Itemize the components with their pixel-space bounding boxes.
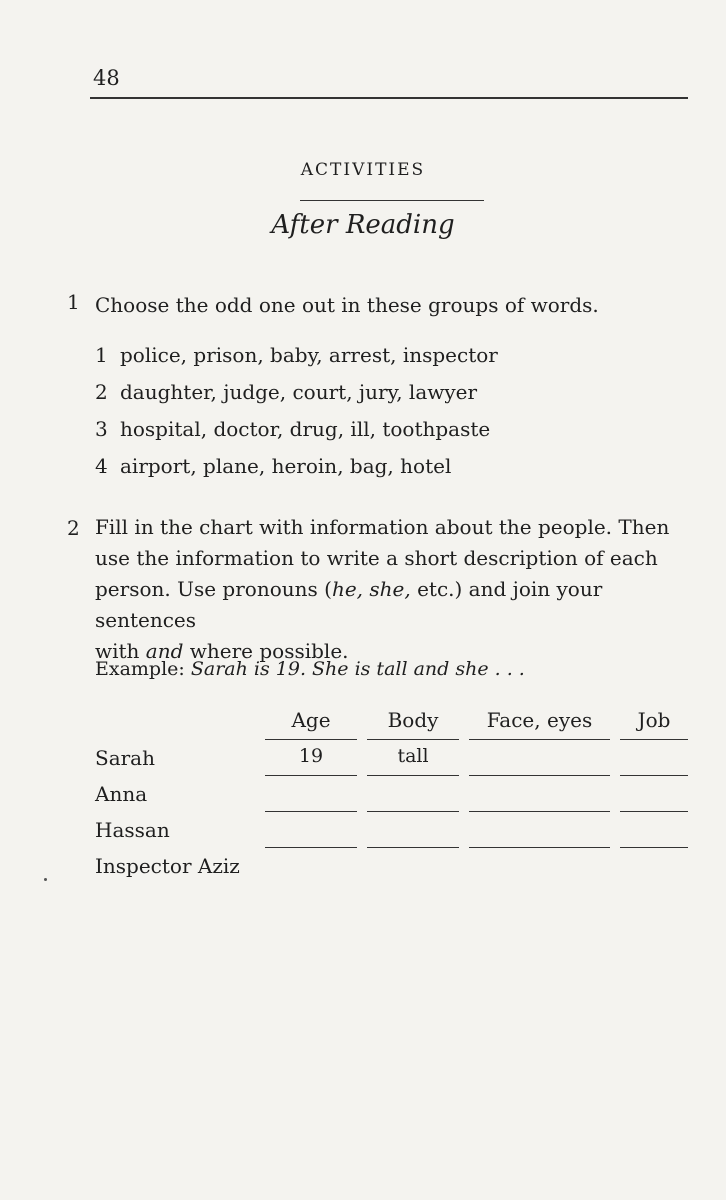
item-text: police, prison, baby, arrest, inspector	[120, 343, 498, 367]
answer-line	[265, 847, 357, 848]
header-underline	[620, 739, 688, 740]
list-item	[95, 454, 451, 478]
row-name-sarah: Sarah	[95, 746, 155, 770]
prompt-line: Fill in the chart with information about the people. Then	[95, 515, 670, 539]
answer-line	[620, 847, 688, 848]
title-divider	[300, 200, 484, 201]
row-name-anna: Anna	[95, 782, 148, 806]
answer-line	[469, 775, 610, 776]
answer-line	[469, 847, 610, 848]
question-1-prompt: Choose the odd one out in these groups of words.	[95, 293, 599, 317]
row-name-inspector-aziz: Inspector Aziz	[95, 854, 240, 878]
page-number: 48	[93, 66, 120, 90]
column-header-body: Body	[387, 708, 439, 732]
answer-line	[367, 811, 459, 812]
answer-line	[620, 775, 688, 776]
text-run: with	[95, 639, 146, 663]
answer-line	[367, 847, 459, 848]
cell-sarah-body: tall	[397, 745, 429, 767]
section-title: ACTIVITIES	[300, 160, 426, 180]
text-run: etc.) and join your sentences	[95, 577, 603, 632]
column-header-job: Job	[637, 708, 671, 732]
text-run: where possible.	[183, 639, 349, 663]
header-underline	[469, 739, 610, 740]
list-item	[95, 343, 498, 367]
header-rule	[90, 97, 688, 99]
header-underline	[265, 739, 357, 740]
column-header-age: Age	[291, 708, 331, 732]
item-number: 3	[95, 417, 108, 441]
prompt-line	[95, 574, 688, 636]
answer-line	[265, 811, 357, 812]
cell-sarah-age: 19	[298, 745, 324, 767]
prompt-line: use the information to write a short description of each	[95, 546, 658, 570]
item-text: daughter, judge, court, jury, lawyer	[120, 380, 478, 404]
italic-run: and	[145, 639, 184, 663]
answer-line	[265, 775, 357, 776]
item-text: airport, plane, heroin, bag, hotel	[120, 454, 452, 478]
item-number: 1	[95, 343, 108, 367]
subtitle: After Reading	[271, 210, 455, 240]
answer-line	[367, 775, 459, 776]
example-line	[95, 658, 525, 680]
italic-run: he, she,	[331, 577, 411, 601]
print-speck	[44, 878, 47, 881]
answer-line	[620, 811, 688, 812]
question-2-prompt	[95, 512, 688, 667]
text-run: person. Use pronouns (	[95, 577, 332, 601]
item-text: hospital, doctor, drug, ill, toothpaste	[120, 417, 491, 441]
list-item	[95, 380, 477, 404]
column-header-face: Face, eyes	[486, 708, 593, 732]
item-number: 2	[95, 380, 108, 404]
answer-line	[469, 811, 610, 812]
example-label: Example:	[95, 658, 185, 680]
header-underline	[367, 739, 459, 740]
list-item	[95, 417, 490, 441]
question-1-number: 1	[67, 290, 80, 314]
example-text: Sarah is 19. She is tall and she . . .	[190, 658, 525, 680]
row-name-hassan: Hassan	[95, 818, 170, 842]
question-2-number: 2	[67, 516, 80, 540]
item-number: 4	[95, 454, 108, 478]
